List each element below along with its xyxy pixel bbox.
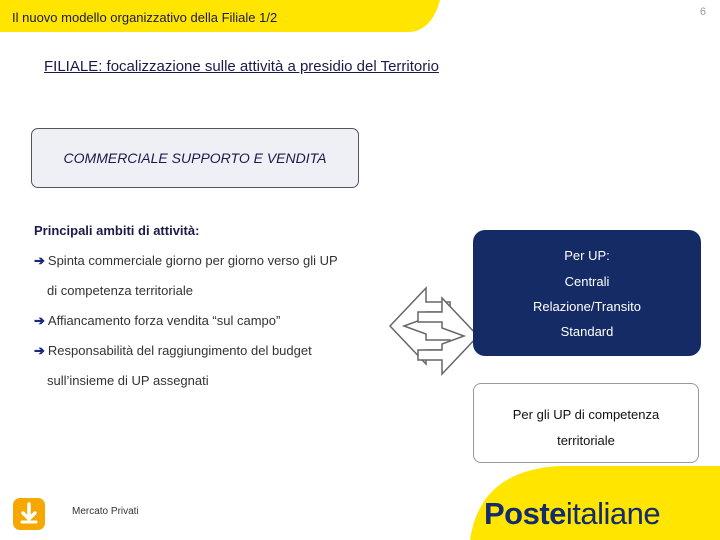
up-box-line: Relazione/Transito [533, 299, 641, 314]
poste-arrow-icon [13, 498, 45, 530]
exchange-arrows-icon [386, 282, 482, 378]
up-categories-box [473, 230, 701, 356]
bullet-text: Spinta commerciale giorno per giorno verso gli UP [47, 253, 338, 268]
arrow-right-icon: ➔ [34, 313, 45, 328]
bullet-continuation: di competenza territoriale [47, 283, 193, 298]
arrow-right-icon: ➔ [34, 343, 45, 358]
activities-heading: Principali ambiti di attività: [34, 223, 200, 238]
arrow-right-icon: ➔ [34, 253, 45, 268]
territory-box-line: territoriale [557, 433, 615, 448]
bullet-text: Responsabilità del raggiungimento del budget [47, 343, 312, 358]
territory-box-line: Per gli UP di competenza [512, 407, 660, 422]
commercial-support-box [31, 128, 359, 188]
bullet-text: Affiancamento forza vendita “sul campo” [47, 313, 281, 328]
footer-label: Mercato Privati [72, 506, 139, 517]
commercial-box-label: COMMERCIALE SUPPORTO E VENDITA [63, 150, 327, 166]
territory-up-box [473, 383, 699, 463]
up-box-line: Centrali [564, 274, 610, 289]
slide-subtitle: FILIALE: focalizzazione sulle attività a presidio del Territorio [44, 58, 439, 75]
up-box-line: Per UP: [564, 248, 610, 263]
up-box-line: Standard [560, 324, 614, 339]
activity-bullet [34, 313, 280, 329]
brand-bold: Poste [484, 496, 566, 531]
header-title: Il nuovo modello organizzativo della Filiale 1/2 [12, 10, 278, 25]
posteitaliane-logo [484, 496, 660, 532]
brand-regular: italiane [565, 496, 661, 531]
page-number: 6 [699, 6, 706, 18]
activity-bullet [34, 343, 312, 359]
activity-bullet [34, 253, 338, 269]
bullet-continuation: sull’insieme di UP assegnati [47, 373, 209, 388]
